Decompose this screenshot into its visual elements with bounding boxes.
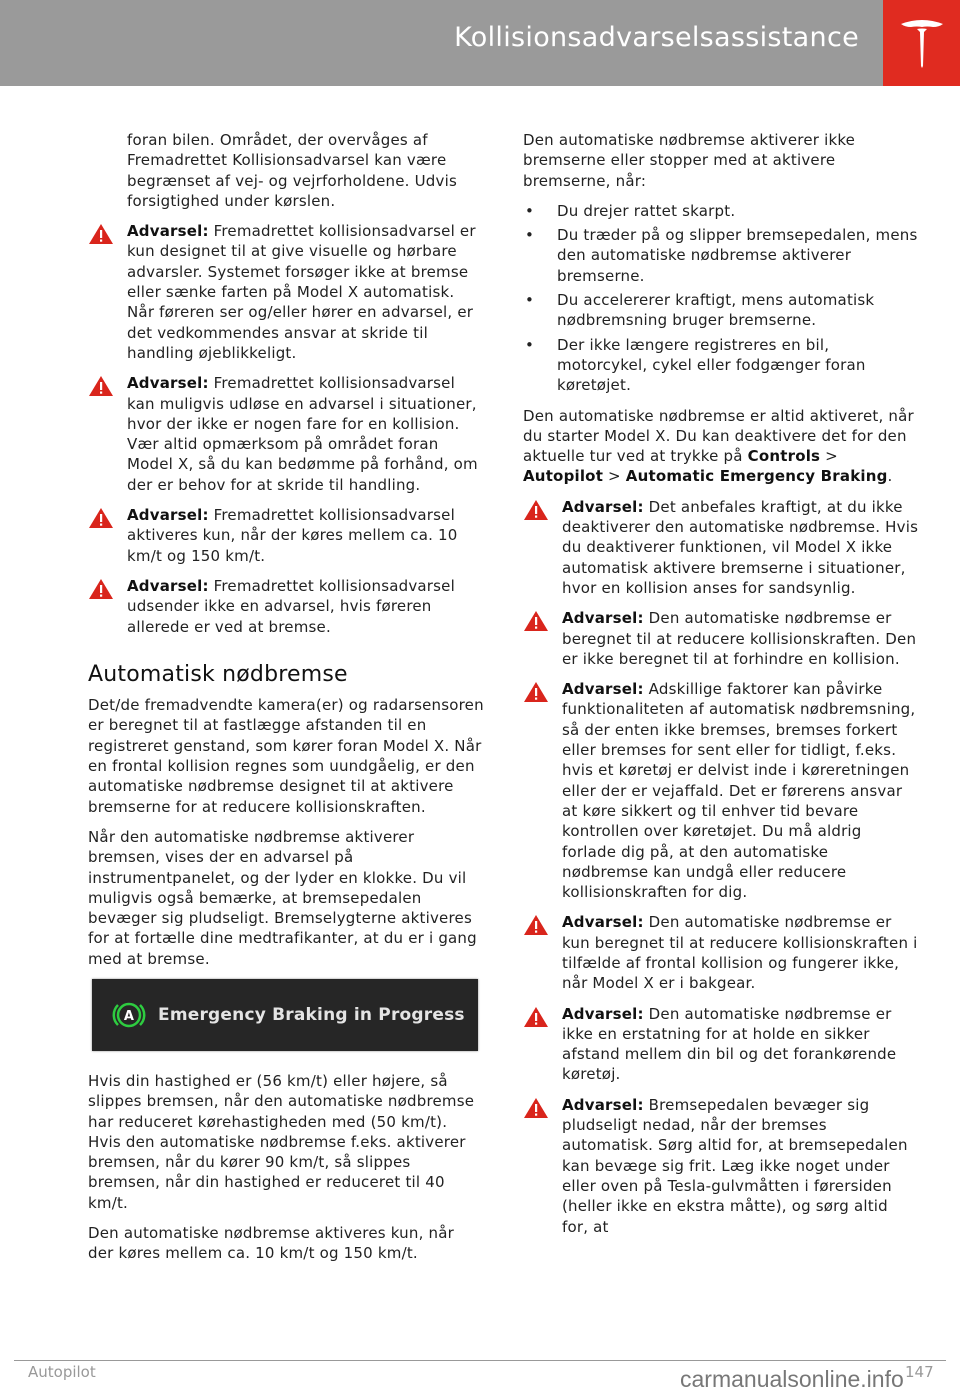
warning-text: Adskillige faktorer kan påvirke funktionaliteten af automatisk nødbremsning, så der enten ikke bremses, bremses forkert eller bremses for sent eller for tidligt, f.eks. hvis et køretøj er delvist inde i køreretningen eller der er vejaffald. Det er førerens ansvar at køre sikkert og til enhver tid bevare kontrollen over køretøjet. Du må aldrig forlade dig på, at den automatiske nødbremse kan undgå eller reducere kollisionskraften for dig. bbox=[562, 680, 916, 902]
warning-icon bbox=[88, 223, 114, 245]
warning-block bbox=[88, 221, 484, 363]
list-item: • Du træder på og slipper bremsepedalen, mens den automatiske nødbremse aktiverer bremserne. bbox=[523, 225, 919, 286]
warning-text: Fremadrettet kollisionsadvarsel er kun designet til at give visuelle og hørbare advarsler. Systemet forsøger ikke at bremse eller sænke farten på Model X automatisk. Når føreren ser og/eller hører en advarsel, er det vedkommendes ansvar at skride til handling øjeblikkeligt. bbox=[127, 222, 476, 362]
warning-block bbox=[523, 1004, 919, 1085]
warning-icon bbox=[523, 499, 549, 521]
banner-text: Emergency Braking in Progress bbox=[158, 1004, 465, 1025]
tesla-logo bbox=[883, 0, 960, 86]
warning-label: Advarsel: bbox=[562, 497, 644, 516]
warning-icon bbox=[523, 1097, 549, 1119]
paragraph: Den automatiske nødbremse aktiveres kun, når der køres mellem ca. 10 km/t og 150 km/t. bbox=[88, 1224, 454, 1263]
emergency-braking-banner bbox=[92, 979, 478, 1051]
footer-divider bbox=[14, 1360, 946, 1361]
svg-text:A: A bbox=[123, 1008, 135, 1024]
footer-section: Autopilot bbox=[28, 1363, 96, 1381]
warning-block bbox=[523, 608, 919, 669]
left-column bbox=[88, 130, 484, 1274]
warning-label: Advarsel: bbox=[127, 374, 209, 393]
paragraph: Det/de fremadvendte kamera(er) og radarsensoren er beregnet til at fastlægge afstanden til en registreret genstand, som kører foran Model X. Når en frontal kollision regnes som uundgåelig, er den automatiske nødbremse designet til at aktivere bremserne for at reducere kollisionskraften. bbox=[88, 696, 484, 816]
warning-text: Fremadrettet kollisionsadvarsel aktiveres kun, når der køres mellem ca. 10 km/t og 150 km/t. bbox=[127, 506, 458, 565]
warning-text: Den automatiske nødbremse er kun beregnet til at reducere kollisionskraften i tilfælde af frontal kollision og fungerer ikke, når Model X er i bakgear. bbox=[562, 913, 918, 993]
watermark: carmanualsonline.info bbox=[680, 1366, 904, 1392]
warning-block bbox=[88, 373, 484, 495]
warning-block bbox=[523, 912, 919, 993]
warning-block bbox=[88, 576, 484, 637]
warning-label: Advarsel: bbox=[562, 680, 644, 699]
warning-block bbox=[523, 1095, 919, 1237]
warning-text: Det anbefales kraftigt, at du ikke deaktiverer den automatiske nødbremse. Hvis du deaktiverer funktionen, vil Model X ikke automatisk aktivere bremserne i situationer, hvor en kollision anses for sandsynlig. bbox=[562, 497, 919, 597]
warning-label: Advarsel: bbox=[562, 609, 644, 628]
list-item: • Du accelererer kraftigt, mens automatisk nødbremsning bruger bremserne. bbox=[523, 290, 919, 331]
warning-text: Den automatiske nødbremse er ikke en erstatning for at holde en sikker afstand mellem din bil og det forankørende køretøj. bbox=[562, 1004, 897, 1084]
warning-text: Den automatiske nødbremse er beregnet til at reducere kollisionskraften. Den er ikke beregnet til at forhindre en kollision. bbox=[562, 609, 917, 668]
nav-controls: Controls bbox=[747, 447, 821, 466]
warning-icon bbox=[523, 914, 549, 936]
warning-label: Advarsel: bbox=[127, 576, 209, 595]
paragraph: Den automatiske nødbremse aktiverer ikke bremserne eller stopper med at aktivere bremserne, når: bbox=[523, 131, 856, 190]
list-item: • Der ikke længere registreres en bil, motorcykel, cykel eller fodgænger foran køretøjet. bbox=[523, 335, 919, 396]
warning-icon bbox=[523, 681, 549, 703]
tesla-logo-icon bbox=[899, 18, 945, 68]
warning-icon bbox=[88, 578, 114, 600]
warning-icon bbox=[88, 507, 114, 529]
right-column bbox=[523, 130, 919, 1247]
page-title: Kollisionsadvarselsassistance bbox=[454, 22, 859, 53]
paragraph: Den automatiske nødbremse er altid aktiveret, når du starter Model X. Du kan deaktivere det for den aktuelle tur ved at trykke på Controls > Autopilot > Automatic Emergency Braking. bbox=[523, 406, 914, 486]
aeb-icon bbox=[112, 998, 146, 1032]
nav-aeb: Automatic Emergency Braking bbox=[625, 467, 888, 486]
warning-text: Bremsepedalen bevæger sig pludseligt nedad, når der bremses automatisk. Sørg altid for, at bremsepedalen kan bevæge sig frit. Læg ikke noget under eller oven på Tesla-gulvmåtten i førersiden (heller ikke en ekstra måtte), og sørg altid for, at bbox=[562, 1095, 908, 1236]
warning-label: Advarsel: bbox=[127, 506, 209, 525]
intro-paragraph: foran bilen. Området, der overvåges af Fremadrettet Kollisionsadvarsel kan være begrænset af vej- og vejrforholdene. Udvis forsigtighed under kørslen. bbox=[127, 131, 457, 210]
warning-block bbox=[88, 505, 484, 566]
header-bar bbox=[0, 0, 883, 86]
warning-label: Advarsel: bbox=[562, 1004, 644, 1023]
page-number: 147 bbox=[905, 1363, 934, 1381]
warning-icon bbox=[523, 610, 549, 632]
warning-icon bbox=[88, 375, 114, 397]
paragraph: Hvis din hastighed er (56 km/t) eller højere, så slippes bremsen, når den automatiske nødbremse har reduceret kørehastigheden med (50 km/t). Hvis den automatiske nødbremse f.eks. aktiverer bremsen, når du kører 90 km/t, så slippes bremsen, når din hastighed er reduceret til 40 km/t. bbox=[88, 1071, 475, 1212]
warning-label: Advarsel: bbox=[562, 1095, 644, 1114]
warning-block bbox=[523, 679, 919, 902]
condition-list bbox=[523, 201, 919, 396]
nav-autopilot: Autopilot bbox=[523, 467, 604, 486]
warning-icon bbox=[523, 1006, 549, 1028]
section-heading: Automatisk nødbremse bbox=[88, 661, 348, 687]
warning-label: Advarsel: bbox=[562, 913, 644, 932]
warning-text: Fremadrettet kollisionsadvarsel kan muligvis udløse en advarsel i situationer, hvor der ikke er nogen fare for en kollision. Vær altid opmærksom på området foran Model X, så du kan bedømme på forhånd, om der er behov for at skride til handling. bbox=[127, 374, 478, 494]
paragraph: Når den automatiske nødbremse aktiverer bremsen, vises der en advarsel på instrumentpanelet, og der lyder en klokke. Du vil muligvis også bemærke, at bremsepedalen bevæger sig pludseligt. Bremselygterne aktiveres for at fortælle dine medtrafikanter, at du er i gang med at bremse. bbox=[88, 827, 477, 968]
warning-label: Advarsel: bbox=[127, 222, 209, 241]
warning-text: Fremadrettet kollisionsadvarsel udsender ikke en advarsel, hvis føreren allerede er ved at bremse. bbox=[127, 576, 455, 636]
list-item: • Du drejer rattet skarpt. bbox=[523, 201, 919, 221]
warning-block bbox=[523, 497, 919, 598]
